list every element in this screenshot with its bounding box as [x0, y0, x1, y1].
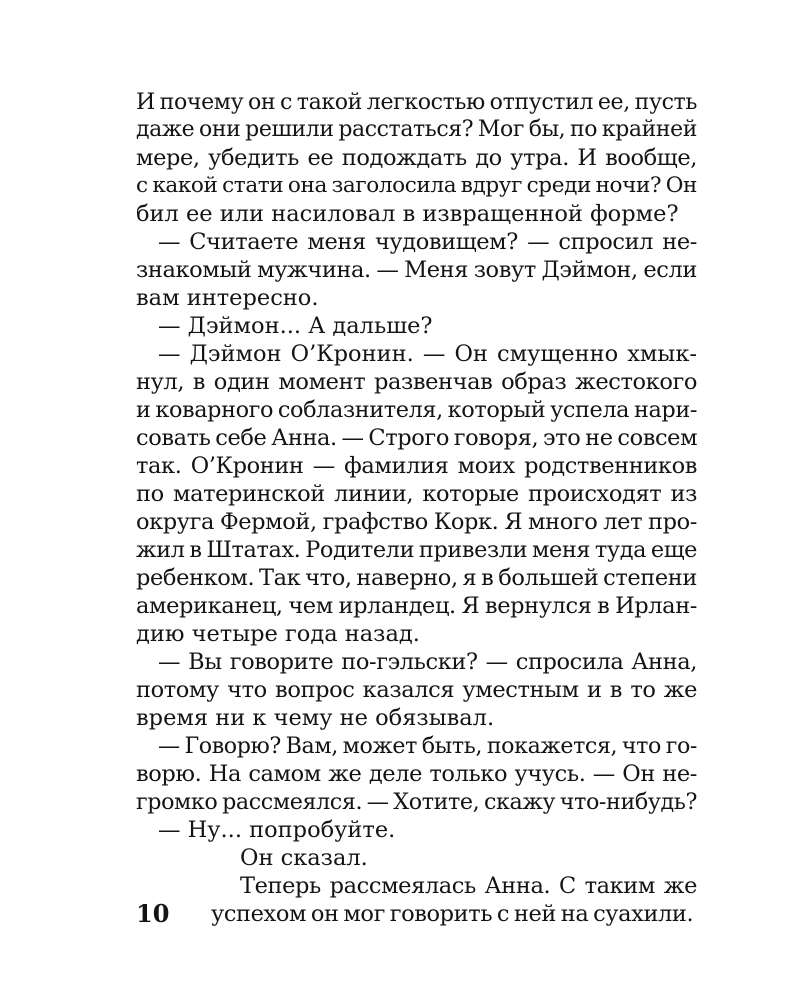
- text-line: время ни к чему не обязывал.: [136, 705, 495, 731]
- text-line: даже они решили расстаться? Мог бы, по крайней: [136, 117, 697, 142]
- text-line: по материнской линии, которые происходят из: [136, 481, 697, 507]
- text-line: — Дэймон О’Кронин. — Он смущенно хмык-: [158, 341, 697, 367]
- text-line: совать себе Анна. — Строго говоря, это не совсем: [136, 425, 698, 451]
- text-line: громко рассмеялся. — Хотите, скажу что-нибудь?: [136, 789, 697, 815]
- text-line: так. О’Кронин — фамилия моих родственников: [136, 453, 697, 479]
- text-line: И почему он с такой легкостью отпустил ее, пусть: [136, 89, 697, 115]
- text-line: округа Фермой, графство Корк. Я много лет про-: [136, 509, 697, 535]
- text-line: вам интересно.: [136, 285, 319, 311]
- text-line: — Говорю? Вам, может быть, покажется, что го-: [158, 733, 697, 759]
- text-line: жил в Штатах. Родители привезли меня туда еще: [136, 537, 697, 563]
- text-line: знакомый мужчина. — Меня зовут Дэймон, если: [136, 257, 697, 283]
- text-line: и коварного соблазнителя, который успела нари-: [136, 397, 697, 423]
- text-line: нул, в один момент развенчав образ жестокого: [136, 369, 697, 395]
- text-line: с какой стати она заголосила вдруг среди ночи? Он: [136, 173, 697, 198]
- text-line: дию четыре года назад.: [136, 621, 420, 647]
- text-line: — Ну... попробуйте.: [158, 817, 396, 843]
- text-line: американец, чем ирландец. Я вернулся в Ирлан-: [136, 593, 697, 619]
- text-line: Он сказал.: [240, 845, 368, 871]
- text-line: успехом он мог говорить с ней на суахили.: [211, 901, 694, 927]
- text-line: — Считаете меня чудовищем? — спросил не-: [158, 229, 697, 255]
- text-line: бил ее или насиловал в извращенной форме?: [136, 201, 679, 227]
- text-line: потому что вопрос казался уместным и в то же: [136, 677, 697, 703]
- text-line: — Дэймон... А дальше?: [158, 313, 433, 339]
- text-line: Теперь рассмеялась Анна. С таким же: [240, 873, 697, 899]
- page-number: 10: [136, 899, 170, 928]
- text-line: мере, убедить ее подождать до утра. И вообще,: [136, 145, 697, 171]
- text-line: ворю. На самом же деле только учусь. — Он не-: [136, 761, 697, 787]
- text-line: ребенком. Так что, наверно, я в большей степени: [136, 565, 697, 591]
- text-line: — Вы говорите по-гэльски? — спросила Анна,: [158, 649, 697, 675]
